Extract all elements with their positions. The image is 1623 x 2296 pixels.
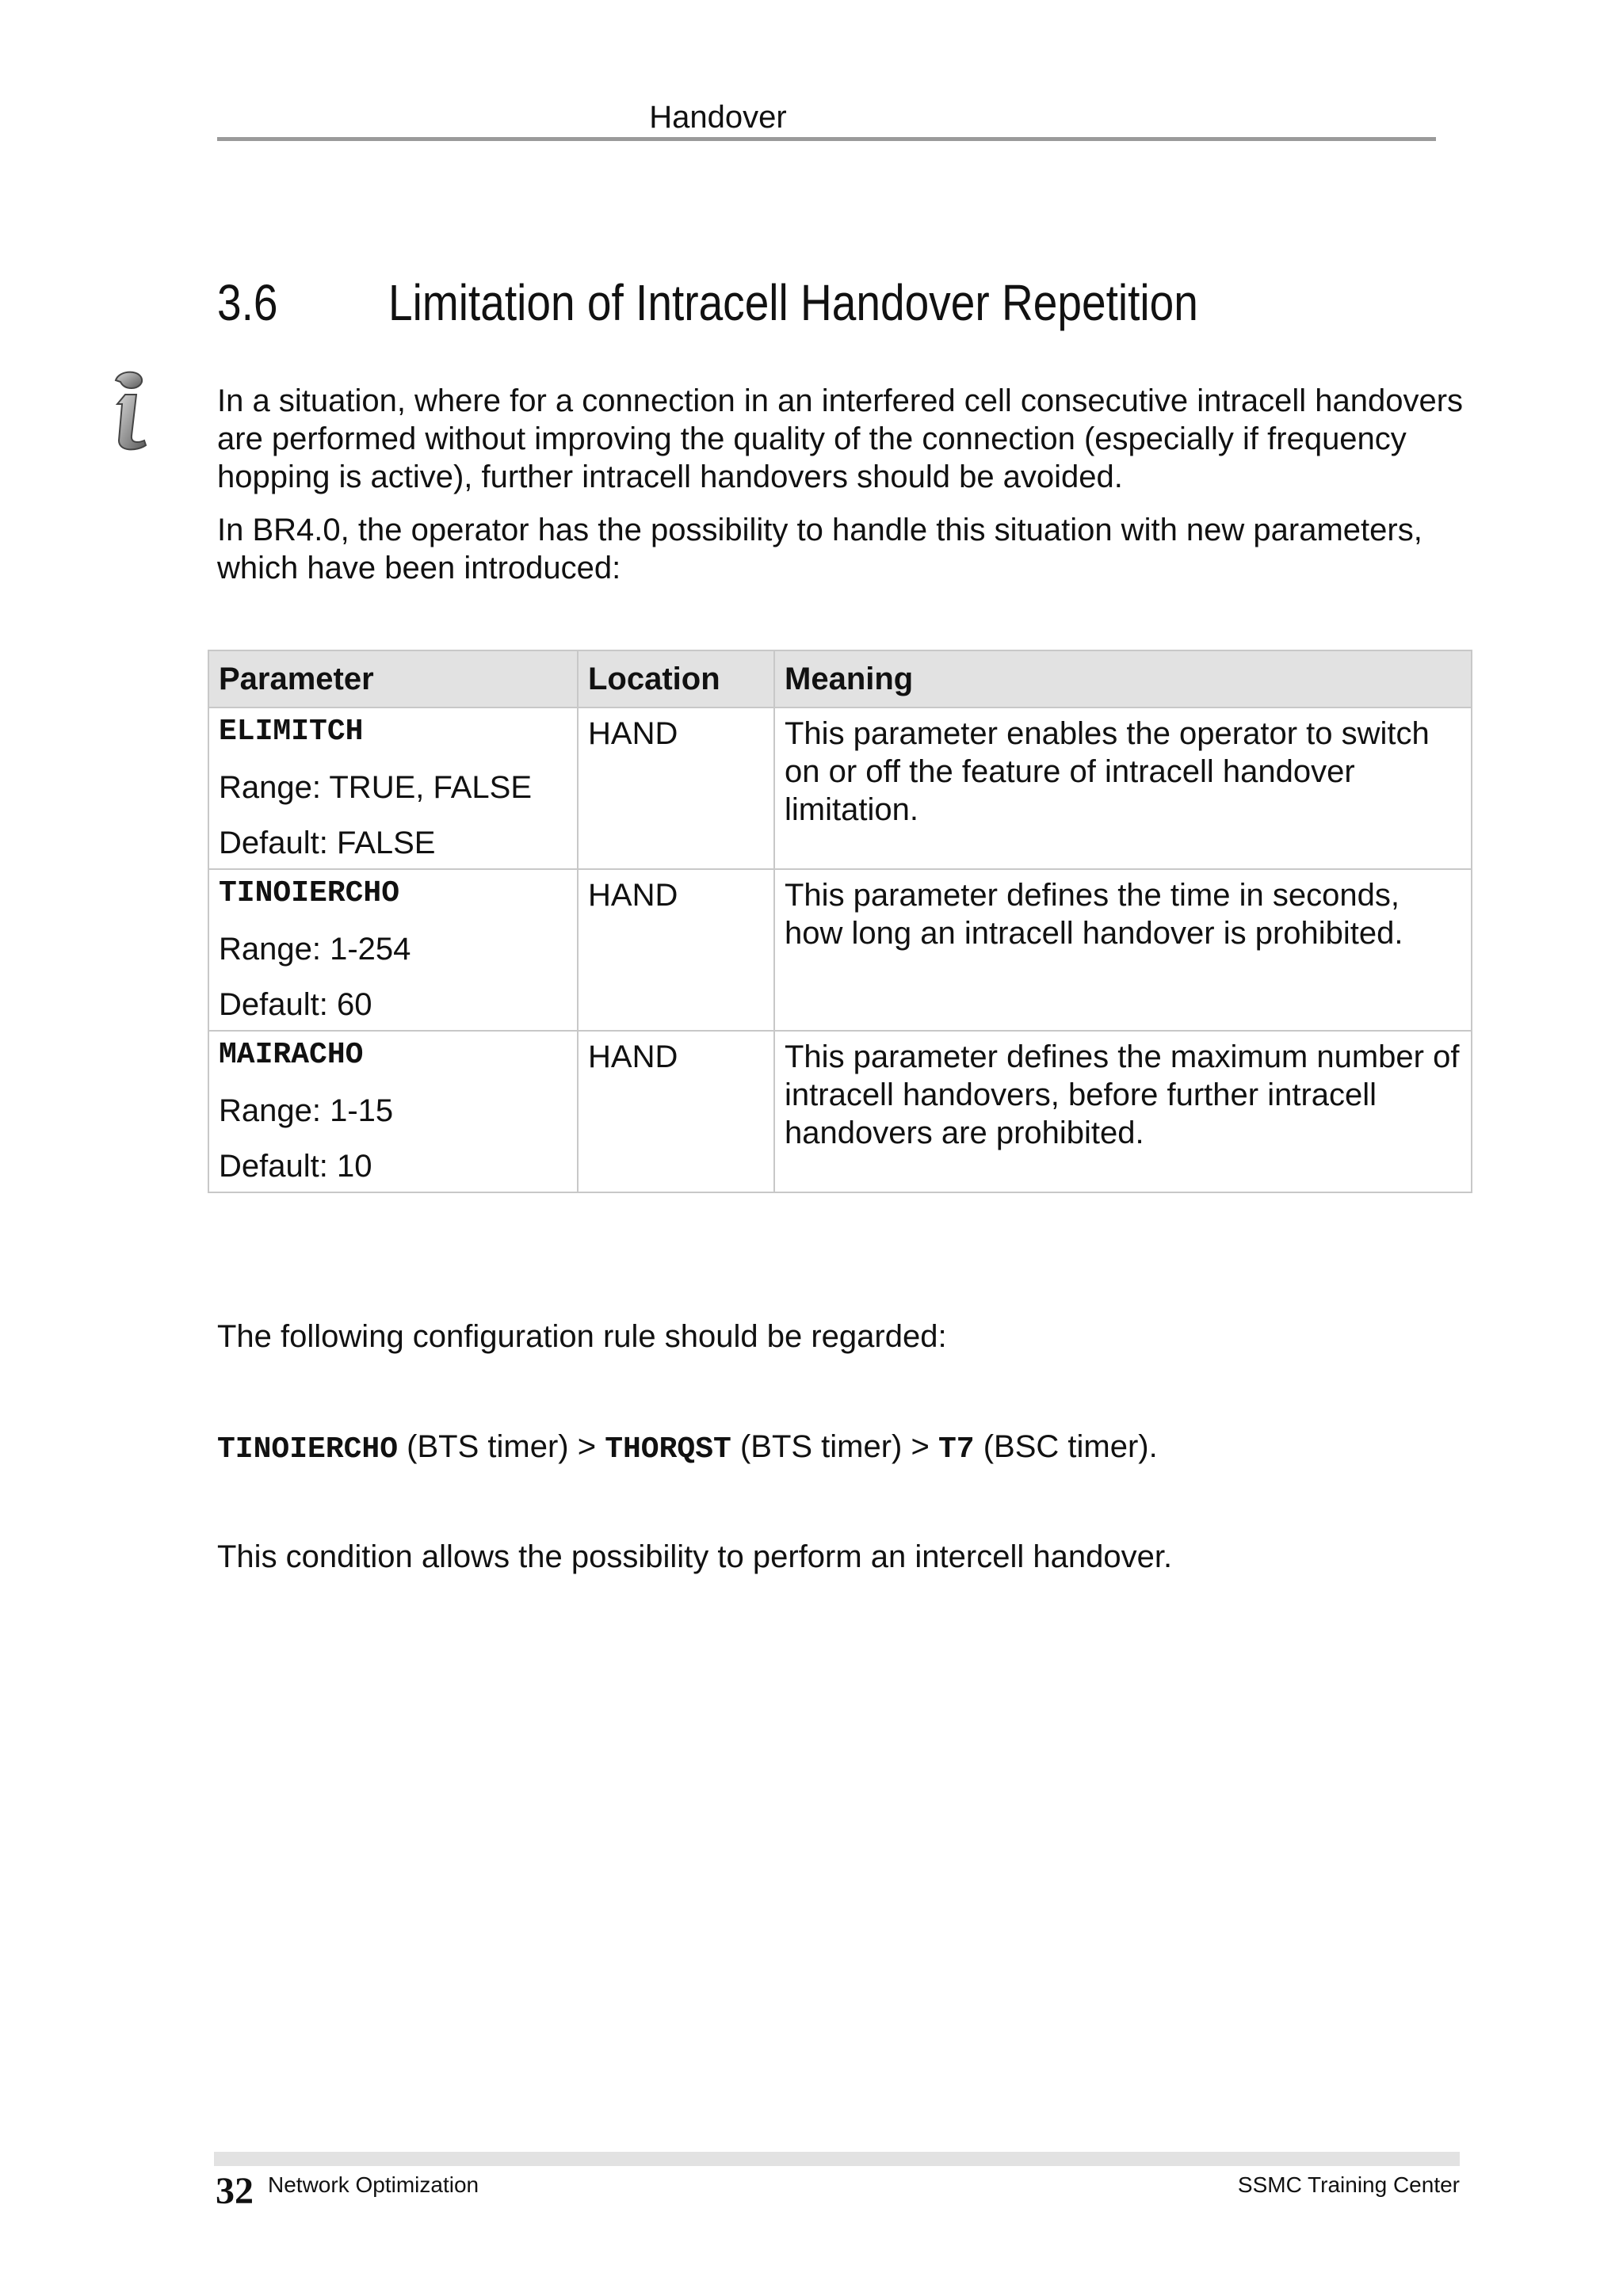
- parameter-cell: [208, 1031, 578, 1192]
- parameter-default: Default: FALSE: [219, 826, 436, 860]
- info-icon: [101, 368, 157, 455]
- intro-paragraph-2: In BR4.0, the operator has the possibility to handle this situation with new parameters, which have been introduced:: [217, 513, 1423, 585]
- condition-text: This condition allows the possibility to perform an intercell handover.: [217, 1539, 1173, 1574]
- rule-text-2: (BTS timer) >: [731, 1429, 938, 1464]
- column-header-meaning: Meaning: [774, 650, 1472, 707]
- meaning-cell: [774, 869, 1472, 1031]
- rule-text-1: (BTS timer) >: [398, 1429, 605, 1464]
- section-number: 3.6: [217, 274, 278, 331]
- column-header-parameter: Parameter: [208, 650, 578, 707]
- meaning-cell: [774, 707, 1472, 869]
- table-row: [208, 869, 1472, 1031]
- rule-text-3: (BSC timer).: [974, 1429, 1158, 1464]
- table-row: [208, 707, 1472, 869]
- parameter-name: TINOIERCHO: [219, 876, 400, 910]
- parameter-name: ELIMITCH: [219, 715, 364, 749]
- running-header: Handover: [649, 100, 787, 135]
- meaning-text: This parameter defines the time in seconds, how long an intracell handover is prohibited.: [785, 878, 1403, 951]
- meaning-text: This parameter enables the operator to switch on or off the feature of intracell handover limitation.: [785, 716, 1430, 827]
- parameter-name: MAIRACHO: [219, 1038, 364, 1072]
- parameter-range: Range: 1-15: [219, 1093, 394, 1128]
- parameter-cell: [208, 869, 578, 1031]
- intro-paragraph-1: In a situation, where for a connection in an interfered cell consecutive intracell handovers are performed without improving the quality of the connection (especially if frequency hopping is active), further intracell handovers should be avoided.: [217, 383, 1464, 494]
- parameter-default: Default: 10: [219, 1149, 372, 1184]
- table-header-row: [208, 650, 1472, 707]
- location-value: HAND: [588, 716, 678, 751]
- section-title: Limitation of Intracell Handover Repetition: [388, 274, 1198, 331]
- header-rule: [217, 137, 1436, 141]
- parameter-range: Range: TRUE, FALSE: [219, 770, 532, 805]
- parameter-cell: [208, 707, 578, 869]
- parameter-table: [208, 650, 1472, 1193]
- location-cell: [578, 869, 774, 1031]
- footer-left-text: Network Optimization: [268, 2172, 479, 2197]
- rule-param-t7: T7: [938, 1432, 975, 1466]
- rule-param-tinoiercho: TINOIERCHO: [217, 1432, 399, 1466]
- parameter-default: Default: 60: [219, 987, 372, 1022]
- location-value: HAND: [588, 1039, 678, 1074]
- page-number: 32: [216, 2170, 254, 2212]
- meaning-text: This parameter defines the maximum number of intracell handovers, before further intracell handovers are prohibited.: [785, 1039, 1460, 1150]
- footer-bar: [214, 2152, 1460, 2166]
- table-row: [208, 1031, 1472, 1192]
- rule-param-thorqst: THORQST: [605, 1432, 731, 1466]
- meaning-cell: [774, 1031, 1472, 1192]
- column-header-location: Location: [578, 650, 774, 707]
- location-value: HAND: [588, 878, 678, 913]
- location-cell: [578, 1031, 774, 1192]
- location-cell: [578, 707, 774, 869]
- parameter-range: Range: 1-254: [219, 932, 411, 967]
- rule-intro: The following configuration rule should be regarded:: [217, 1319, 947, 1354]
- footer-right-text: SSMC Training Center: [1237, 2172, 1460, 2197]
- configuration-rule: [217, 1429, 1158, 1466]
